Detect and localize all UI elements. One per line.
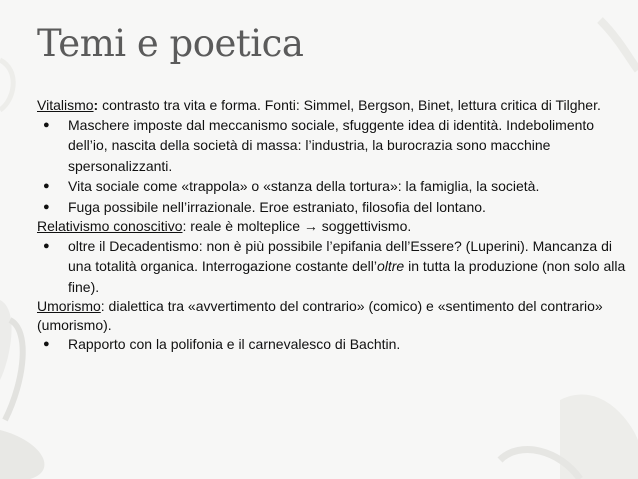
- section-heading: Relativismo conoscitivo: [37, 218, 183, 234]
- section-separator: :: [93, 97, 99, 113]
- slide-title: Temi e poetica: [37, 22, 304, 65]
- list-item-text: Maschere imposte dal meccanismo sociale, sfuggente idea di identità. Indebolimento dell’io, nascita della società di massa: l’industria, la burocrazia sono macchine spersonalizzanti.: [68, 116, 595, 174]
- bullet-list: [37, 236, 627, 298]
- bullet-list: [37, 334, 627, 355]
- section-separator: :: [100, 298, 105, 314]
- section-heading: Vitalismo: [37, 97, 94, 113]
- slide-content: [37, 96, 627, 355]
- section-heading: Umorismo: [37, 298, 101, 314]
- list-item: [37, 236, 627, 298]
- list-item-text-end: in tutta la produzione (non solo alla fine).: [68, 258, 626, 295]
- section-separator: :: [182, 218, 187, 234]
- bullet-icon: ●: [43, 239, 50, 252]
- bullet-icon: ●: [43, 118, 50, 131]
- bullet-list: [37, 115, 627, 218]
- section-umorismo: [37, 297, 627, 334]
- list-item: [37, 197, 627, 218]
- list-item: [37, 176, 627, 197]
- bullet-icon: ●: [43, 200, 50, 213]
- list-item-emphasis: oltre: [376, 258, 405, 274]
- section-text: contrasto tra vita e forma. Fonti: Simmel, Bergson, Binet, lettura critica di Tilgher.: [98, 97, 601, 113]
- list-item: [37, 334, 627, 355]
- list-item: [37, 115, 627, 177]
- section-vitalismo: [37, 96, 627, 115]
- list-item-text: oltre il Decadentismo: non è più possibile l’epifania dell’Essere? (Luperini). Mancanza di una totalità organica. Interrogazione costante dell’: [68, 237, 612, 274]
- bullet-icon: ●: [43, 338, 50, 350]
- list-item-text: Rapporto con la polifonia e il carnevalesco di Bachtin.: [68, 336, 401, 352]
- section-text: dialettica tra «avvertimento del contrario» (comico) e «sentimento del contrario» (umorismo).: [37, 298, 603, 333]
- list-item-text: Vita sociale come «trappola» o «stanza della tortura»: la famiglia, la società.: [68, 178, 540, 194]
- section-text: reale è molteplice → soggettivismo.: [186, 218, 412, 234]
- list-item-text: Fuga possibile nell’irrazionale. Eroe estraniato, filosofia del lontano.: [68, 198, 486, 215]
- bullet-icon: ●: [43, 180, 50, 192]
- section-relativismo: [37, 217, 627, 236]
